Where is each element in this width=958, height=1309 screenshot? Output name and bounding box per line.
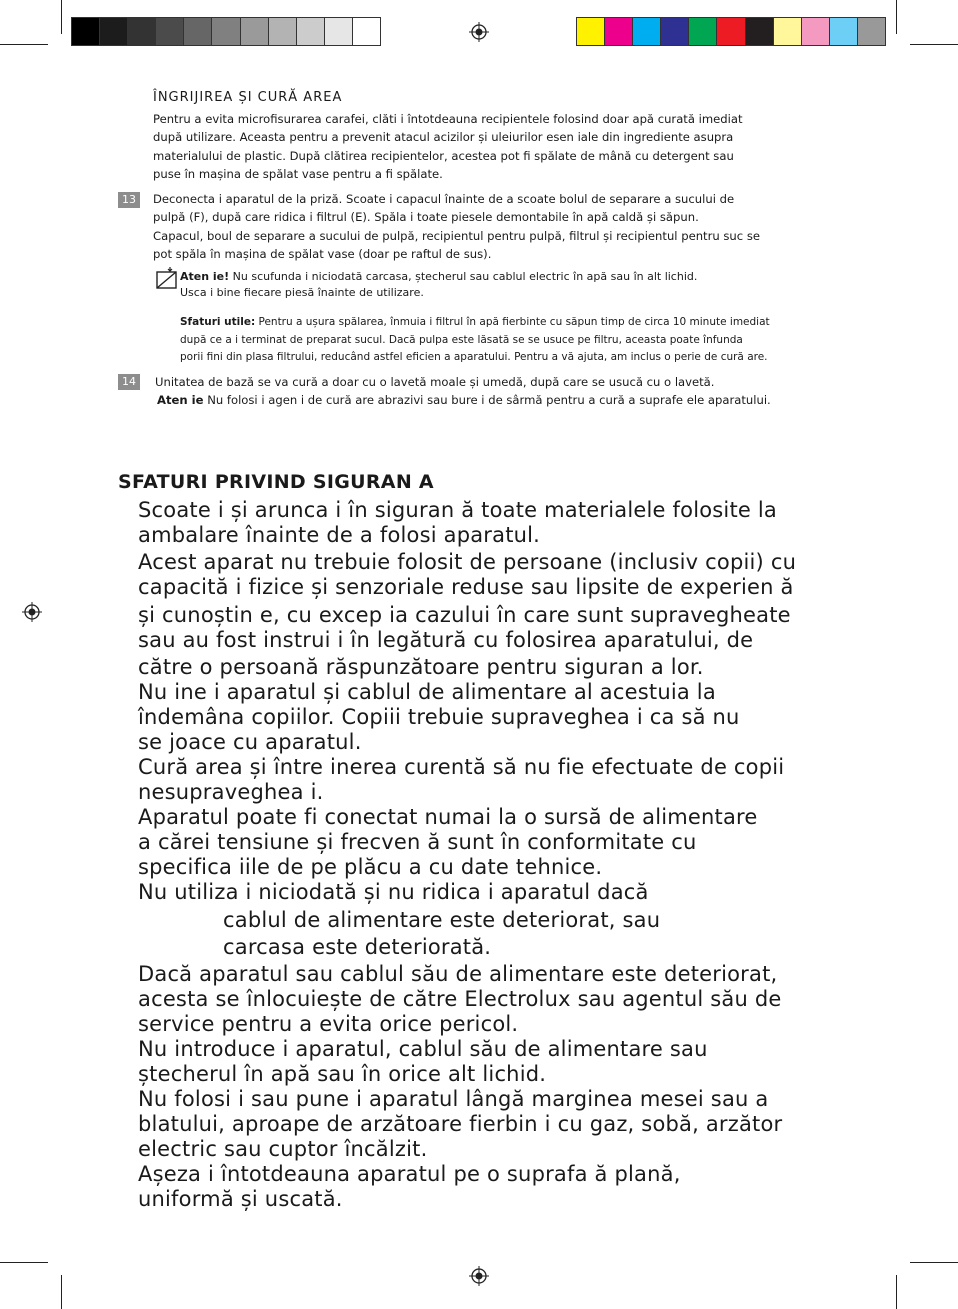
safety-line: nesupraveghea i. xyxy=(138,780,324,804)
care-intro-line: materialului de plastic. După clătirea recipientelor, acestea pot fi spălate de mână cu detergent sau xyxy=(153,148,734,163)
color-swatch xyxy=(858,18,885,45)
step-14-line: Unitatea de bază se va cură a doar cu o lavetă moale și umedă, după care se usucă cu o lavetă. xyxy=(155,375,715,389)
color-swatch xyxy=(689,18,717,45)
safety-line: Nu utiliza i niciodată și nu ridica i aparatul dacă xyxy=(138,880,649,904)
safety-line: se joace cu aparatul. xyxy=(138,730,362,754)
safety-line: acesta se înlocuiește de către Electrolux sau agentul său de xyxy=(138,987,782,1011)
grey-swatch xyxy=(269,18,297,45)
grey-swatch xyxy=(72,18,100,45)
care-intro-line: după utilizare. Aceasta pentru a prevenit atacul acizilor și uleiurilor esen iale din ingrediente asupra xyxy=(153,130,734,145)
safety-line: Scoate i și arunca i în siguran ă toate materialele folosite la xyxy=(138,498,777,522)
crop-mark xyxy=(896,0,897,34)
safety-line: uniformă și uscată. xyxy=(138,1187,343,1211)
safety-sub-line: cablul de alimentare este deteriorat, sau xyxy=(223,908,661,932)
safety-line: a cărei tensiune și frecven ă sunt în conformitate cu xyxy=(138,830,697,854)
step-number-badge: 14 xyxy=(118,374,140,390)
safety-line: Aparatul poate fi conectat numai la o sursă de alimentare xyxy=(138,805,758,829)
safety-line: capacită i fizice și senzoriale reduse sau lipsite de experien ă xyxy=(138,575,794,599)
color-swatch xyxy=(577,18,605,45)
safety-line: sau au fost instrui i în legătură cu folosirea aparatului, de xyxy=(138,628,754,652)
safety-line: blatului, aproape de arzătoare fierbin i cu gaz, sobă, arzător xyxy=(138,1112,783,1136)
tips-line-3: porii fini din plasa filtrului, reducând astfel eficien a aparatului. Pentru a vă ajuta, am inclus o perie de cură are. xyxy=(180,351,768,364)
color-swatch xyxy=(717,18,745,45)
grey-swatch xyxy=(325,18,353,45)
registration-mark-icon xyxy=(469,1266,489,1286)
step-13-text xyxy=(153,190,853,263)
tips-label: Sfaturi utile: xyxy=(180,316,256,328)
color-calibration-bar xyxy=(576,17,886,46)
warning-text: Nu scufunda i niciodată carcasa, ștecherul sau cablul electric în apă sau în alt lichid. xyxy=(229,270,698,283)
care-intro xyxy=(153,110,853,183)
warning-note xyxy=(180,269,880,301)
grey-swatch xyxy=(297,18,325,45)
color-swatch xyxy=(605,18,633,45)
grey-swatch xyxy=(100,18,128,45)
color-swatch xyxy=(746,18,774,45)
step-number-badge: 13 xyxy=(118,192,140,208)
safety-line: Așeza i întotdeauna aparatul pe o suprafa ă plană, xyxy=(138,1162,681,1186)
tips-note xyxy=(180,314,880,367)
safety-section-title: SFATURI PRIVIND SIGURAN A xyxy=(118,471,434,493)
grey-swatch xyxy=(184,18,212,45)
care-section-title: ÎNGRIJIREA ȘI CURĂ AREA xyxy=(153,90,343,105)
crop-mark xyxy=(61,1275,62,1309)
safety-line: electric sau cuptor încălzit. xyxy=(138,1137,428,1161)
step-14-warning-label: Aten ie xyxy=(157,393,204,408)
step-13-line: pot spăla în mașina de spălat vase (doar pe raftul de sus). xyxy=(153,246,492,261)
step-14-warning-text: Nu folosi i agen i de cură are abrazivi sau bure i de sârmă pentru a cură a suprafe ele aparatului. xyxy=(203,393,771,408)
color-swatch xyxy=(774,18,802,45)
care-intro-line: Pentru a evita microfisurarea carafei, clăti i întotdeauna recipientele folosind doar apă curată imediat xyxy=(153,112,743,126)
registration-mark-icon xyxy=(22,602,42,622)
safety-line: Nu introduce i aparatul, cablul său de alimentare sau xyxy=(138,1037,708,1061)
warning-label: Aten ie! xyxy=(180,270,230,283)
safety-line: Nu ine i aparatul și cablul de alimentare al acestuia la xyxy=(138,680,716,704)
safety-line: Cură area și între inerea curentă să nu fie efectuate de copii xyxy=(138,755,785,779)
safety-line: către o persoană răspunzătoare pentru siguran a lor. xyxy=(138,655,704,679)
crop-mark xyxy=(0,44,48,45)
grey-swatch xyxy=(353,18,380,45)
grey-calibration-bar xyxy=(71,17,381,46)
safety-line: Acest aparat nu trebuie folosit de persoane (inclusiv copii) cu xyxy=(138,550,797,574)
crop-mark xyxy=(61,0,62,34)
care-intro-line: puse în mașina de spălat vase pentru a fi spălate. xyxy=(153,166,443,181)
safety-line: ștecherul în apă sau în orice alt lichid. xyxy=(138,1062,547,1086)
crop-mark xyxy=(0,1262,48,1263)
safety-line: ambalare înainte de a folosi aparatul. xyxy=(138,523,541,547)
color-swatch xyxy=(661,18,689,45)
grey-swatch xyxy=(128,18,156,45)
grey-swatch xyxy=(241,18,269,45)
tips-line-1: Pentru a ușura spălarea, înmuia i filtrul în apă fierbinte cu săpun timp de circa 10 minute imediat xyxy=(255,316,770,328)
safety-line: Nu folosi i sau pune i aparatul lângă marginea mesei sau a xyxy=(138,1087,769,1111)
crop-mark xyxy=(910,1262,958,1263)
safety-line: îndemâna copiilor. Copiii trebuie supraveghea i ca să nu xyxy=(138,705,740,729)
crop-mark xyxy=(896,1275,897,1309)
safety-line: service pentru a evita orice pericol. xyxy=(138,1012,519,1036)
crop-mark xyxy=(910,44,958,45)
no-immersion-warning-icon xyxy=(155,266,179,290)
safety-line: specifica iile de pe plăcu a cu date tehnice. xyxy=(138,855,603,879)
step-13-line: Capacul, boul de separare a sucului de pulpă, recipientul pentru pulpă, filtrul și recipientul pentru suc se xyxy=(153,228,761,243)
tips-line-2: după ce a i terminat de preparat sucul. Dacă pulpa este lăsată se se usuce pe filtru, aceasta poate înfunda xyxy=(180,333,743,346)
color-swatch xyxy=(633,18,661,45)
step-13-line: Deconecta i aparatul de la priză. Scoate i capacul înainte de a scoate bolul de separare a sucului de xyxy=(153,192,735,206)
safety-line: și cunoștin e, cu excep ia cazului în care sunt supravegheate xyxy=(138,603,791,627)
color-swatch xyxy=(802,18,830,45)
safety-sub-line: carcasa este deteriorată. xyxy=(223,935,492,959)
color-swatch xyxy=(830,18,858,45)
grey-swatch xyxy=(156,18,184,45)
step-14-text xyxy=(155,373,875,410)
safety-text xyxy=(138,498,796,1212)
warning-line-2: Usca i bine fiecare piesă înainte de utilizare. xyxy=(180,286,424,299)
step-13-line: pulpă (F), după care ridica i filtrul (E). Spăla i toate piesele demontabile în apă caldă și săpun. xyxy=(153,210,699,225)
grey-swatch xyxy=(212,18,240,45)
safety-line: Dacă aparatul sau cablul său de alimentare este deteriorat, xyxy=(138,962,778,986)
registration-mark-icon xyxy=(469,22,489,42)
